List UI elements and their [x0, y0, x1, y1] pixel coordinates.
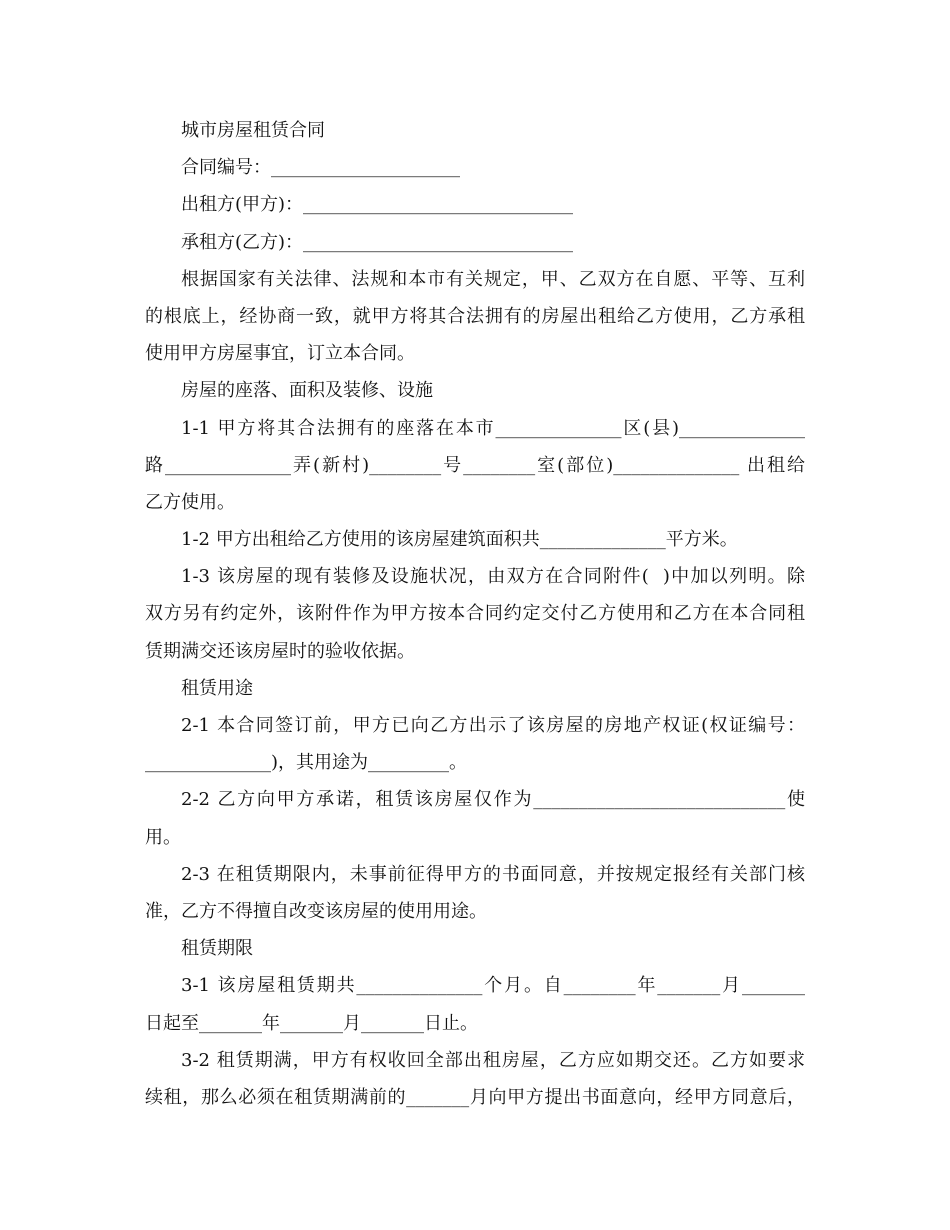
clause-3-2-line-1: 3-2 租赁期满，甲方有权收回全部出租房屋，乙方应如期交还。乙方如要求: [181, 1049, 805, 1071]
clause-1-3-line-3: 赁期满交还该房屋时的验收依据。: [145, 640, 415, 662]
clause-2-1-line-2: ______________)，其用途为_________。: [145, 752, 468, 774]
section-3-heading: 租赁期限: [181, 938, 253, 960]
preamble-line-3: 使用甲方房屋事宜，订立本合同。: [145, 343, 415, 365]
clause-1-3-line-2: 双方另有约定外，该附件作为甲方按本合同约定交付乙方使用和乙方在本合同租: [145, 603, 805, 625]
clause-2-3-line-1: 2-3 在租赁期限内，未事前征得甲方的书面同意，并按规定报经有关部门核: [181, 863, 805, 885]
clause-1-1-line-2: 路______________弄(新村)________号________室(部位)______________ 出租给: [145, 454, 805, 476]
preamble-line-2: 的根底上，经协商一致，就甲方将其合法拥有的房屋出租给乙方使用，乙方承租: [145, 305, 805, 327]
clause-2-1-line-1: 2-1 本合同签订前，甲方已向乙方出示了该房屋的房地产权证(权证编号：: [181, 715, 805, 736]
section-1-heading: 房屋的座落、面积及装修、设施: [181, 380, 433, 402]
clause-3-1-line-1: 3-1 该房屋租赁期共______________个月。自________年_______月_______: [181, 975, 805, 997]
contract-number-line: 合同编号：_____________________: [181, 157, 460, 179]
clause-1-2: 1-2 甲方出租给乙方使用的该房屋建筑面积共______________平方米。: [181, 529, 738, 551]
lessor-line: 出租方(甲方)：______________________________: [181, 194, 574, 216]
clause-3-2-line-2: 续租，那么必须在租赁期满前的_______月向甲方提出书面意向，经甲方同意后，: [145, 1086, 805, 1108]
clause-3-1-line-2: 日起至_______年_______月_______日止。: [145, 1012, 478, 1034]
clause-2-2-line-1: 2-2 乙方向甲方承诺，租赁该房屋仅作为____________________________使: [181, 789, 805, 811]
clause-2-3-line-2: 准，乙方不得擅自改变该房屋的使用用途。: [145, 900, 487, 922]
preamble-line-1: 根据国家有关法律、法规和本市有关规定，甲、乙双方在自愿、平等、互利: [181, 268, 805, 290]
clause-1-3-line-1: 1-3 该房屋的现有装修及设施状况，由双方在合同附件( )中加以列明。除: [181, 566, 805, 588]
clause-1-1-line-3: 乙方使用。: [145, 491, 235, 513]
document-body: [145, 112, 805, 1116]
clause-2-2-line-2: 用。: [145, 826, 181, 848]
clause-1-1-line-1: 1-1 甲方将其合法拥有的座落在本市______________区(县)______________: [181, 417, 805, 439]
lessee-line: 承租方(乙方)：______________________________: [181, 231, 574, 253]
section-2-heading: 租赁用途: [181, 677, 253, 699]
contract-title: 城市房屋租赁合同: [181, 120, 325, 141]
